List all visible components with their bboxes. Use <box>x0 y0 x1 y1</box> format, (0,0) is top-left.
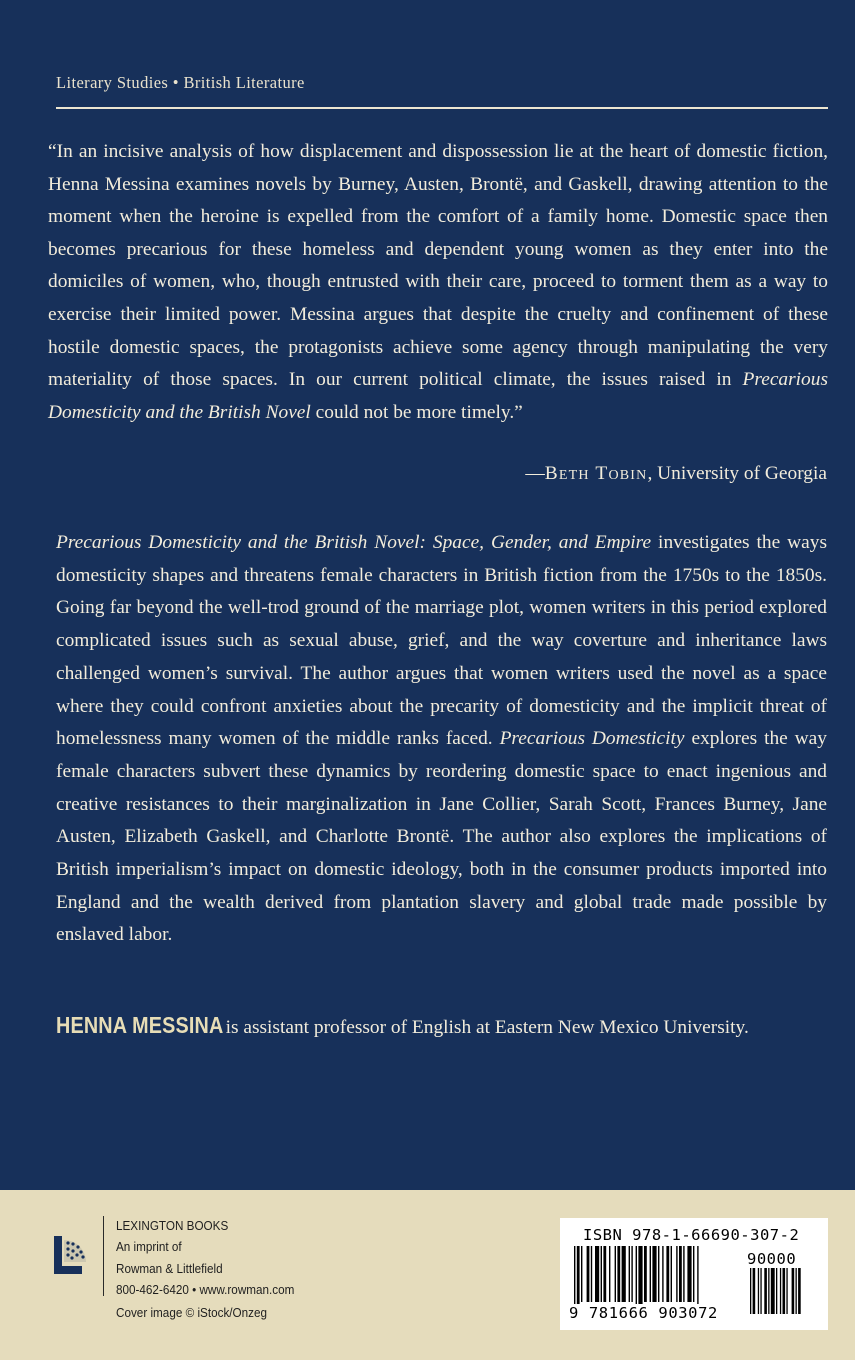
attribution-dash: — <box>525 463 545 484</box>
author-name: HENNA MESSINA <box>56 1012 224 1038</box>
cover-credit: Cover image © iStock/Onzeg <box>116 1305 268 1320</box>
author-bio <box>56 1012 855 1039</box>
publisher-divider <box>103 1216 104 1296</box>
publisher-info <box>116 1215 314 1300</box>
endorsement-quote <box>48 136 828 429</box>
ean-number: 9 781666 903072 <box>569 1304 718 1322</box>
book-description <box>56 527 827 952</box>
endorser-affiliation: , University of Georgia <box>647 463 827 484</box>
endorsement-attribution <box>525 463 827 485</box>
quote-book-title: Precarious Domesticity and the British Novel <box>48 369 828 423</box>
publisher-parent: Rowman & Littlefield <box>116 1260 223 1276</box>
quote-text-1: “In an incisive analysis of how displacement and dispossession lie at the heart of domestic fiction, Henna Messina examines novels by Burney, Austen, Brontë, and Gaskell, drawing attention to the moment when the heroine is expelled from the comfort of a family home. Domestic space then becomes precarious for these homeless and dependent young women as they enter into the domiciles of women, who, though entrusted with their care, proceed to torment them as a way to exercise their limited power. Messina argues that despite the cruelty and confinement of these hostile domestic spaces, the protagonists achieve some agency through manipulating the very materiality of those spaces. In our current political climate, the issues raised in <box>48 141 828 391</box>
description-text-1: investigates the ways domesticity shapes and threatens female characters in British fiction from the 1750s to the 1850s. Going far beyond the well-trod ground of the marriage plot, women writers in this period explored complicated issues such as sexual abuse, grief, and the way coverture and inheritance laws challenged women’s survival. The author argues that women writers used the novel as a space where they could confront anxieties about the precarity of domesticity and the implicit threat of homelessness many women of the middle ranks faced. <box>56 532 827 750</box>
publisher-contact: 800-462-6420 • www.rowman.com <box>116 1281 295 1297</box>
quote-text-2: could not be more timely.” <box>310 401 523 423</box>
endorser-name: Beth Tobin <box>544 463 648 484</box>
lexington-books-logo-icon <box>52 1232 92 1278</box>
description-short-title: Precarious Domesticity <box>499 728 685 750</box>
publisher-imprint-line: An imprint of <box>116 1239 182 1255</box>
description-book-title: Precarious Domesticity and the British Novel: Space, Gender, and Empire <box>56 532 652 553</box>
isbn-label: ISBN 978-1-66690-307-2 <box>583 1226 800 1244</box>
header-divider <box>56 107 828 109</box>
author-bio-text: is assistant professor of English at Eastern New Mexico University. <box>220 1017 749 1038</box>
description-text-2: explores the way female characters subvert these dynamics by reordering domestic space to enact ingenious and creative resistances to their marginalization in Jane Collier, Sarah Scott, Frances Burney, Jane Austen, Elizabeth Gaskell, and Charlotte Brontë. The author also explores the implications of British imperialism’s impact on domestic ideology, both in the consumer products imported into England and the wealth derived from plantation slavery and global trade made possible by enslaved labor. <box>56 728 827 946</box>
price-code: 90000 <box>747 1250 797 1268</box>
category-label: Literary Studies • British Literature <box>56 73 305 92</box>
publisher-name: LEXINGTON BOOKS <box>116 1218 229 1233</box>
